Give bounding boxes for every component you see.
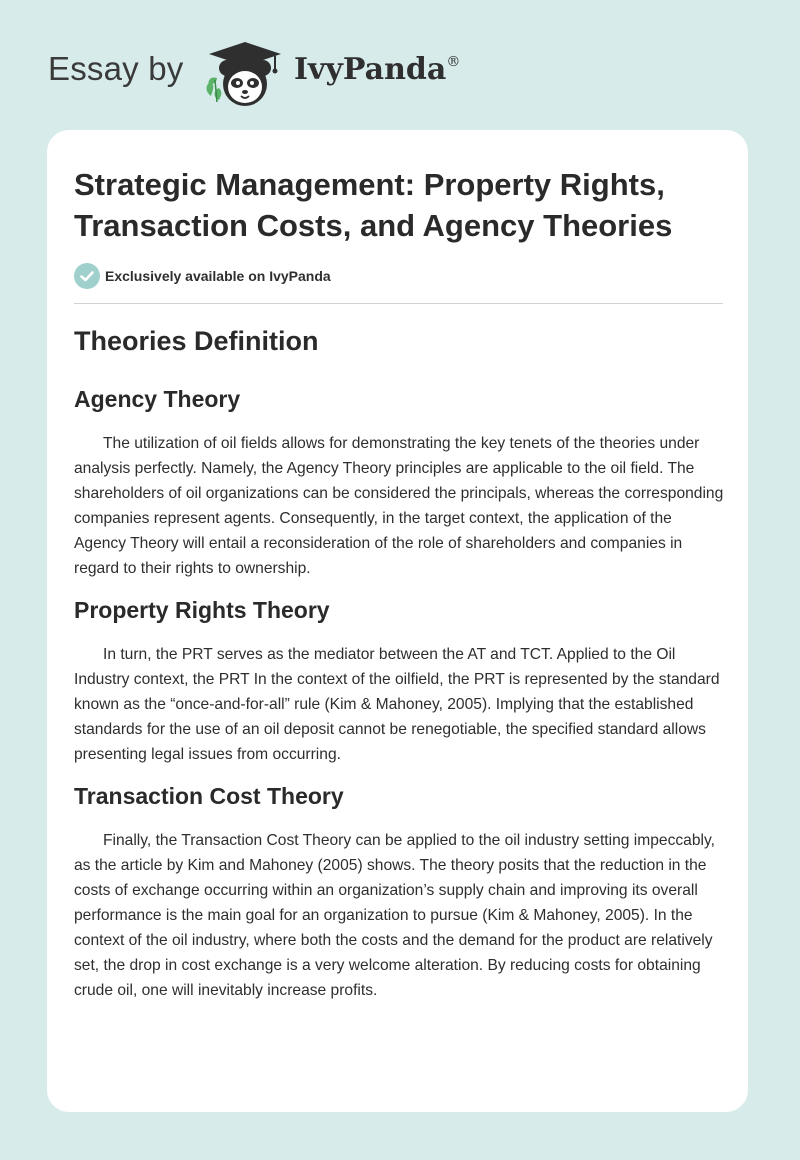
paragraph-property-rights-theory: In turn, the PRT serves as the mediator between the AT and TCT. Applied to the Oil Industry context, the PRT In the context of the oilfield, the PRT is represented by the standard known as the “once-and-for-all” rule (Kim & Mahoney, 2005). Implying that the established standards for the use of an oil deposit cannot be renegotiable, the specified standard allows presenting legal issues from occurring. bbox=[74, 646, 720, 763]
subheading-property-rights-theory: Property Rights Theory bbox=[74, 597, 330, 623]
check-circle-icon bbox=[74, 263, 100, 289]
paragraph-agency-theory: The utilization of oil fields allows for demonstrating the key tenets of the theories under analysis perfectly. Namely, the Agency Theory principles are applicable to the oil field. The shareholders of oil organizations can be considered the principals, whereas the corresponding companies represent agents. Consequently, in the target context, the application of the Agency Theory will entail a reconsideration of the role of shareholders and companies in regard to their rights to ownership. bbox=[74, 435, 724, 577]
brand-name[interactable]: IvyPanda® bbox=[294, 52, 461, 87]
divider bbox=[74, 303, 723, 304]
site-header bbox=[48, 38, 648, 108]
paragraph-transaction-cost-theory: Finally, the Transaction Cost Theory can be applied to the oil industry setting impeccably, as the article by Kim and Mahoney (2005) shows. The theory posits that the reduction in the costs of exchange occurring within an organization’s supply chain and improving its overall performance is the main goal for an organization to pursue (Kim & Mahoney, 2005). In the context of the oil industry, where both the costs and the demand for the product are relatively set, the drop in cost exchange is a very welcome alteration. By reducing costs for obtaining crude oil, one will inevitably increase profits. bbox=[74, 832, 715, 999]
subheading-transaction-cost-theory: Transaction Cost Theory bbox=[74, 783, 344, 809]
registered-mark: ® bbox=[446, 54, 461, 70]
exclusive-label: Exclusively available on IvyPanda bbox=[105, 268, 331, 284]
essay-by-label: Essay by bbox=[48, 50, 184, 87]
essay-card bbox=[47, 130, 748, 1112]
essay-title: Strategic Management: Property Rights, Transaction Costs, and Agency Theories bbox=[74, 167, 673, 243]
ivypanda-logo-icon[interactable] bbox=[203, 38, 283, 110]
section-heading: Theories Definition bbox=[74, 326, 319, 356]
essay-body bbox=[74, 323, 726, 1003]
subheading-agency-theory: Agency Theory bbox=[74, 386, 241, 412]
